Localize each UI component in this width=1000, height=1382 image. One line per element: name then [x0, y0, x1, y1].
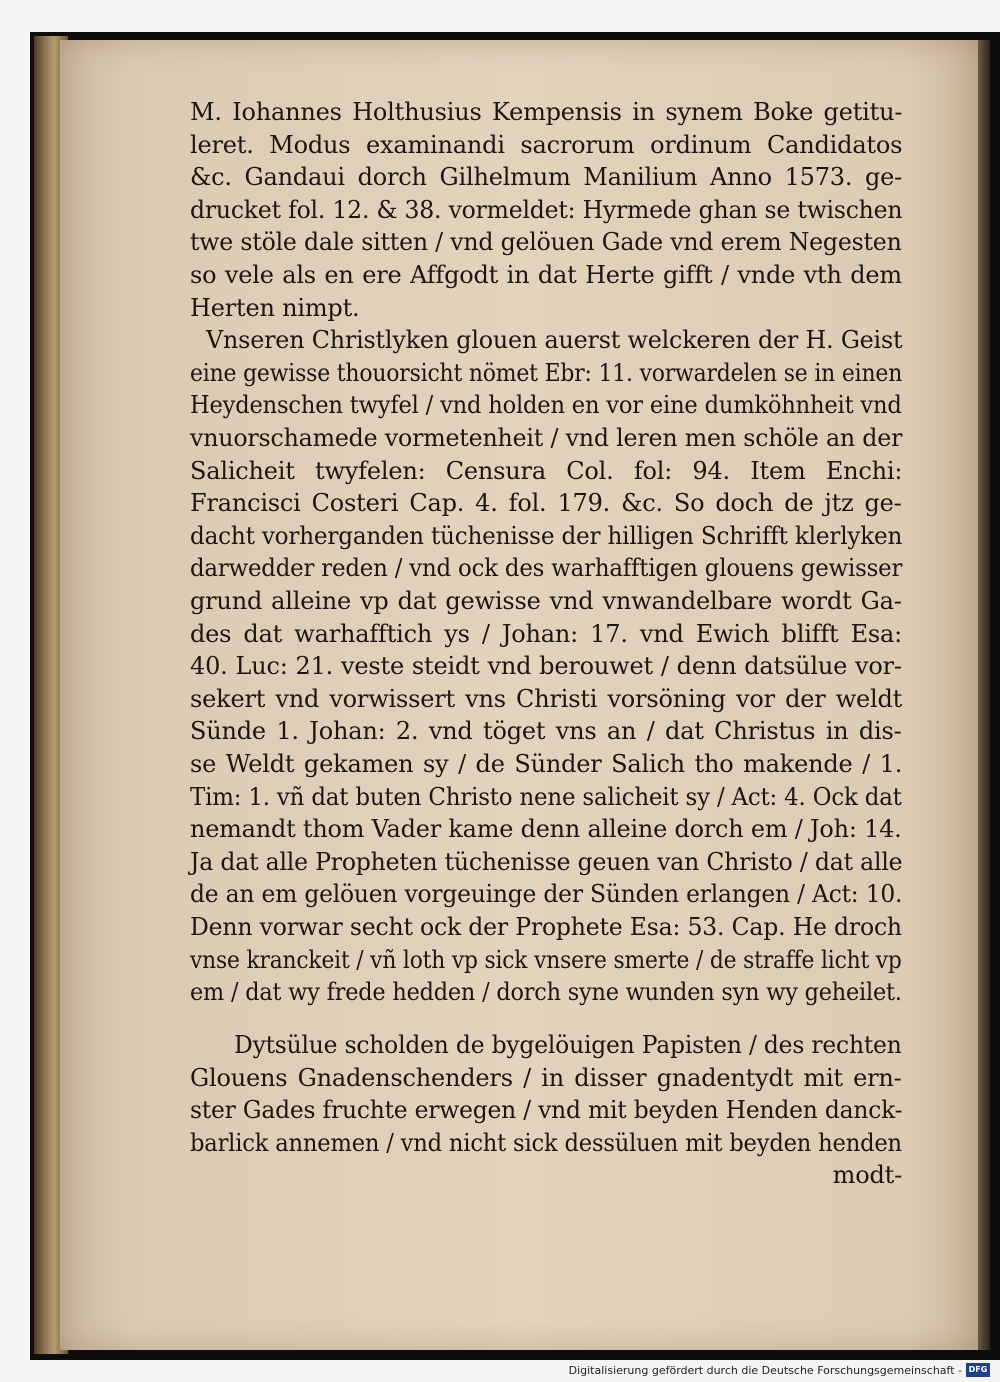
text-line: leret. Modus examinandi sacrorum ordinum Candidatos — [190, 130, 903, 159]
text-line: de an em gelöuen vorgeuinge der Sünden erlangen / Act: 10. — [190, 880, 903, 909]
text-line: em / dat wy frede hedden / dorch syne wunden syn wy geheilet. — [190, 978, 902, 1007]
text-line: drucket fol. 12. & 38. vormeldet: Hyrmede ghan se twischen — [190, 195, 903, 224]
text-line: vnse kranckeit / vñ loth vp sick vnsere smerte / de straffe licht vp — [190, 945, 902, 974]
text-line: Vnseren Christlyken glouen auerst welckeren der H. Geist — [206, 326, 903, 355]
text-line: Salicheit twyfelen: Censura Col. fol: 94. Item Enchi: — [190, 456, 903, 485]
text-line: Francisci Costeri Cap. 4. fol. 179. &c. So doch de jtz ge- — [190, 489, 902, 518]
text-line: Dytsülue scholden de bygelöuigen Papisten / des rechten — [234, 1031, 902, 1059]
text-line: des dat warhafftich ys / Johan: 17. vnd Ewich blifft Esa: — [190, 619, 903, 648]
text-line: grund alleine vp dat gewisse vnd vnwandelbare wordt Ga- — [190, 587, 902, 615]
text-line: vnuorschamede vormetenheit / vnd leren men schöle an der — [190, 424, 903, 452]
text-line: Sünde 1. Johan: 2. vnd töget vns an / dat Christus in dis- — [190, 717, 902, 746]
text-line: Heydenschen twyfel / vnd holden en vor eine dumköhnheit vnd — [190, 391, 902, 420]
text-line: 40. Luc: 21. veste steidt vnd berouwet / denn datsülue vor- — [190, 652, 902, 681]
text-line: Tim: 1. vñ dat buten Christo nene salicheit sy / Act: 4. Ock dat — [190, 782, 902, 811]
text-line: twe stöle dale sitten / vnd gelöuen Gade vnd erem Negesten — [190, 228, 902, 257]
text-line: nemandt thom Vader kame denn alleine dorch em / Joh: 14. — [190, 815, 902, 844]
text-line: &c. Gandaui dorch Gilhelmum Manilium Anno 1573. ge- — [190, 163, 903, 192]
text-line: dacht vorherganden tüchenisse der hilligen Schrifft klerlyken — [190, 521, 903, 550]
text-line: M. Iohannes Holthusius Kempensis in synem Boke getitu- — [190, 98, 903, 126]
text-line: Glouens Gnadenschenders / in disser gnadentydt mit ern- — [190, 1063, 902, 1092]
text-line: barlick annemen / vnd nicht sick dessüluen mit beyden henden — [190, 1128, 902, 1157]
text-line: Denn vorwar secht ock der Prophete Esa: 53. Cap. He droch — [190, 913, 902, 941]
page-right-edge — [978, 40, 990, 1350]
text-line: so vele als en ere Affgodt in dat Herte gifft / vnde vth dem — [190, 261, 902, 289]
dfg-logo: DFG — [966, 1363, 990, 1377]
text-line: eine gewisse thouorsicht nömet Ebr: 11. vorwardelen se in einen — [190, 358, 903, 387]
catchword: modt- — [832, 1161, 902, 1190]
text-line: Ja dat alle Propheten tüchenisse geuen van Christo / dat alle — [190, 847, 903, 876]
text-line: Herten nimpt. — [190, 293, 360, 322]
text-line: ster Gades fruchte erwegen / vnd mit beyden Henden danck- — [190, 1096, 903, 1125]
digitization-credit: Digitalisierung gefördert durch die Deutsche Forschungsgemeinschaft - — [568, 1364, 962, 1377]
text-line: sekert vnd vorwissert vns Christi vorsöning vor der weldt — [190, 684, 903, 713]
text-line: darwedder reden / vnd ock des warhafftigen glouens gewisser — [190, 554, 903, 583]
text-line: se Weldt gekamen sy / de Sünder Salich tho makende / 1. — [190, 750, 903, 778]
